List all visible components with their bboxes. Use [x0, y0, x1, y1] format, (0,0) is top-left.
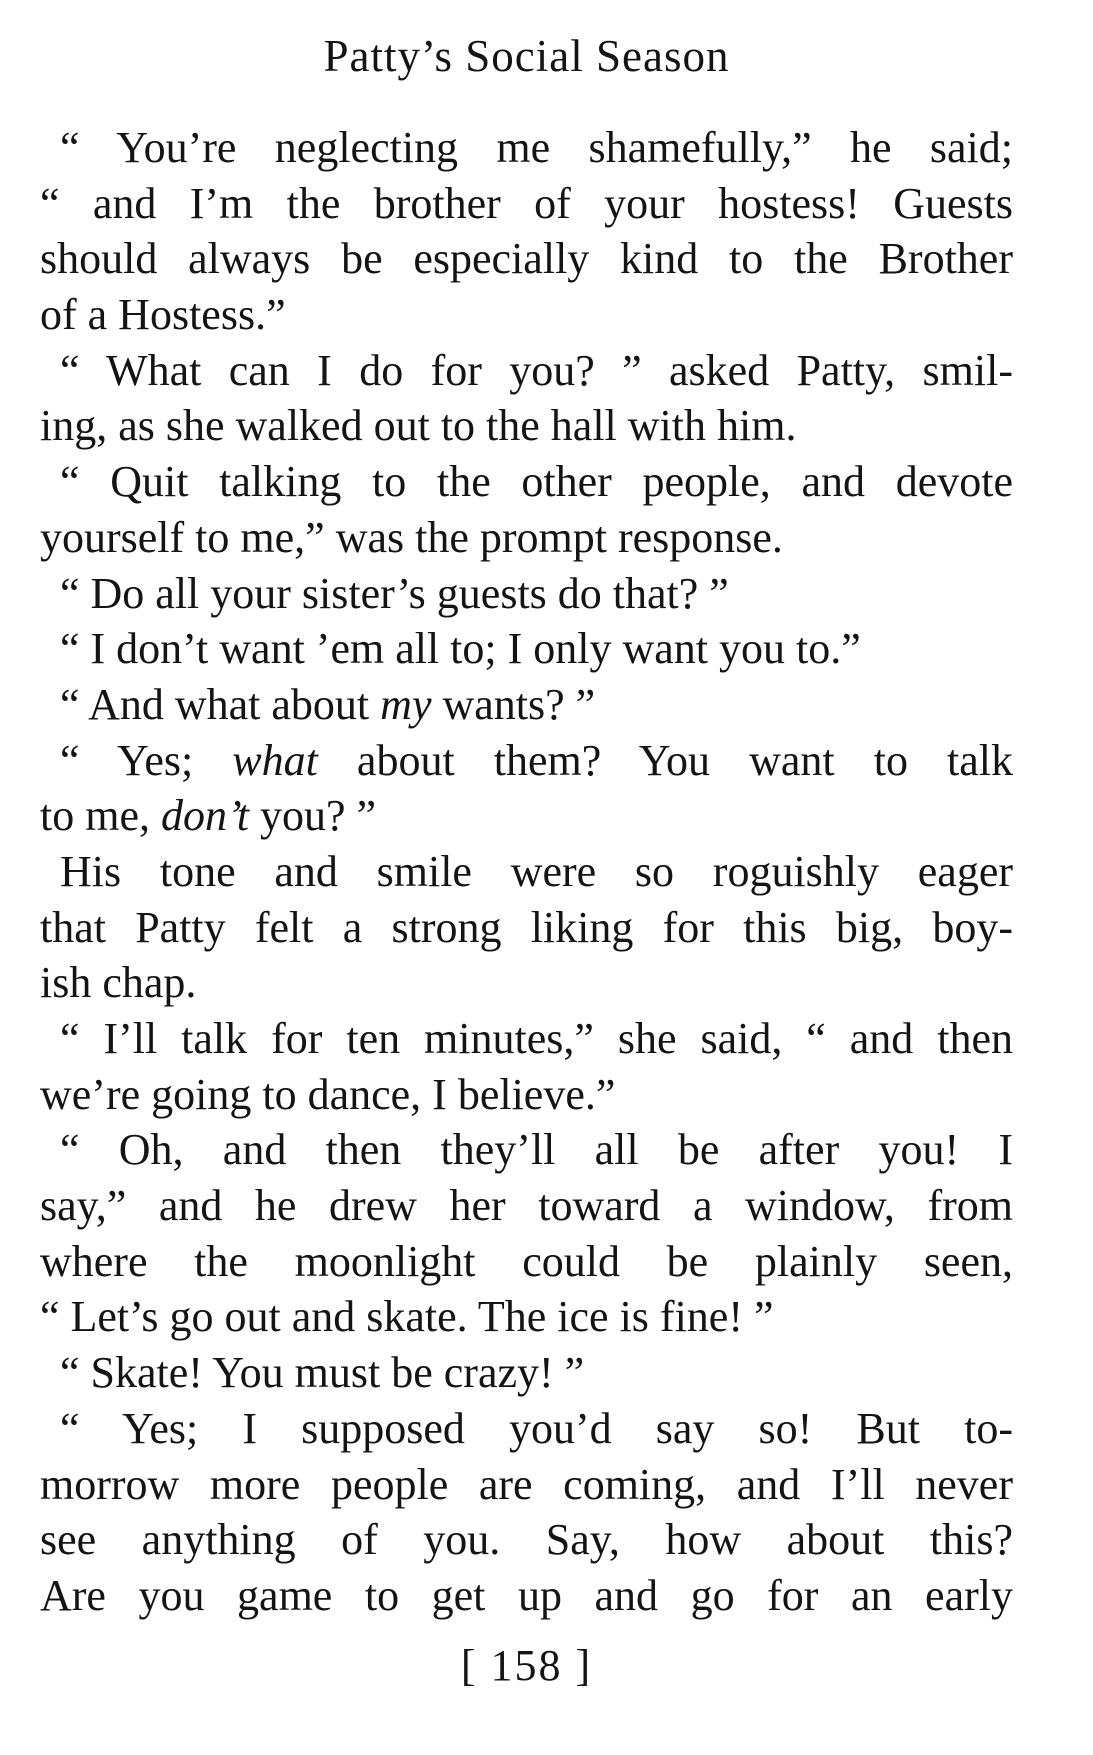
book-page	[40, 0, 1013, 1755]
text-line: should always be especially kind to the Brother	[40, 234, 1013, 284]
text-line: “ Skate! You must be crazy! ”	[60, 1348, 585, 1398]
text-line: we’re going to dance, I believe.”	[40, 1069, 616, 1119]
page-number: [ 158 ]	[460, 1641, 593, 1690]
emphasis-text: don’t	[160, 791, 249, 841]
text-line: “ What can I do for you? ” asked Patty, smil-	[60, 345, 1013, 395]
text-line: of a Hostess.”	[40, 290, 286, 340]
text-line: “ I’ll talk for ten minutes,” she said, “ and then	[60, 1014, 1013, 1063]
emphasis-text: what	[232, 735, 318, 785]
text-line: “ Yes; I supposed you’d say so! But to-	[60, 1403, 1013, 1453]
text-line: “ You’re neglecting me shamefully,” he said;	[60, 123, 1013, 172]
text-line: “ Quit talking to the other people, and devote	[60, 457, 1013, 507]
text-line: see anything of you. Say, how about this?	[40, 1515, 1013, 1565]
text-line: ish chap.	[40, 958, 197, 1008]
text-line: “ Do all your sister’s guests do that? ”	[60, 568, 729, 618]
text-line: His tone and smile were so roguishly eager	[60, 846, 1013, 896]
text-line: “ Oh, and then they’ll all be after you! I	[60, 1125, 1013, 1175]
text-line: ing, as she walked out to the hall with him.	[40, 401, 797, 451]
text-line: “ And what about my wants? ”	[60, 679, 596, 729]
body-text	[40, 120, 1013, 1624]
text-line: yourself to me,” was the prompt response.	[40, 512, 783, 562]
text-line: say,” and he drew her toward a window, from	[40, 1181, 1013, 1231]
running-head: Patty’s Social Season	[323, 31, 730, 81]
text-line: to me, don’t you? ”	[40, 791, 377, 841]
text-line: “ I don’t want ’em all to; I only want you to.”	[60, 624, 861, 674]
text-line: Are you game to get up and go for an early	[40, 1570, 1013, 1620]
emphasis-text: my	[380, 679, 432, 729]
text-line: morrow more people are coming, and I’ll never	[40, 1459, 1013, 1509]
text-line: “ Yes; what about them? You want to talk	[60, 735, 1013, 785]
text-line: that Patty felt a strong liking for this big, boy-	[40, 902, 1013, 952]
text-line: “ and I’m the brother of your hostess! Guests	[40, 178, 1013, 228]
text-line: “ Let’s go out and skate. The ice is fine! ”	[40, 1292, 774, 1342]
text-line: where the moonlight could be plainly seen,	[40, 1236, 1013, 1286]
